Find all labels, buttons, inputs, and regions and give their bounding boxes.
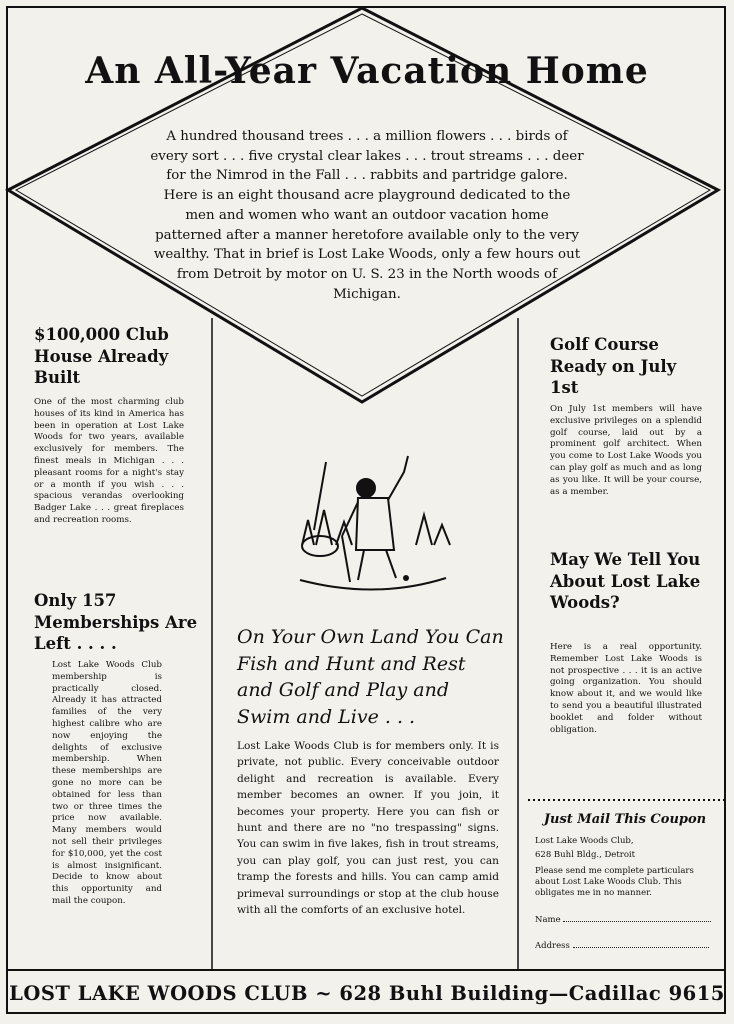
name-label: Name bbox=[535, 915, 561, 925]
coupon-request-text: Please send me complete particulars about Lost Lake Woods Club. This obligates me in no manner. bbox=[535, 866, 694, 898]
tell-body: Here is a real opportunity. Remember Lost Lake Woods is not prospective . . . it is an active going organization. You should know about it, and we would like to send you a beautiful illustrated booklet and folder without obligation. bbox=[550, 642, 702, 735]
address-fill-line[interactable] bbox=[573, 946, 709, 948]
headline: An All-Year Vacation Home bbox=[85, 50, 649, 92]
intro-paragraph: A hundred thousand trees . . . a million flowers . . . birds of every sort . . . five crystal clear lakes . . . trout streams . . . deer for the Nimrod in the Fall . . . rabbits and partridge galore. Here is an eight thousand acre playground dedicated to the men and women who want an outdoor vacation home patterned after a manner heretofore available only to the very wealthy. That in brief is Lost Lake Woods, only a few hours out from Detroit by motor on U. S. 23 in the North woods of Michigan. bbox=[150, 129, 584, 302]
coupon-heading: Just Mail This Coupon bbox=[543, 812, 707, 827]
tell-heading: May We Tell You About Lost Lake Woods? bbox=[550, 550, 701, 612]
club-house-body: One of the most charming club houses of its kind in America has been in operation at Lost Lake Woods for two years, available exclusively for members. The finest meals in Michigan . . . pleasant rooms for a night's stay or a month if you wish . . . spacious verandas overlooking Badger Lake . . . great fireplaces and recreation rooms. bbox=[34, 397, 184, 525]
golf-body: On July 1st members will have exclusive privileges on a splendid golf course, laid out by a prominent golf architect. When you come to Lost Lake Woods you can play golf as much and as long as you like. It will be your course, as a member. bbox=[550, 404, 702, 497]
golfer-illustration bbox=[296, 450, 456, 600]
name-fill-line[interactable] bbox=[563, 920, 711, 922]
coupon-address-line-1: Lost Lake Woods Club, bbox=[535, 836, 634, 846]
coupon-address-line-2: 628 Buhl Bldg., Detroit bbox=[535, 850, 636, 860]
club-house-heading: $100,000 Club House Already Built bbox=[34, 325, 169, 387]
golf-heading: Golf Course Ready on July 1st bbox=[550, 335, 677, 397]
footer-line: LOST LAKE WOODS CLUB ~ 628 Buhl Building—Cadillac 9615 bbox=[9, 982, 725, 1005]
memberships-heading: Only 157 Memberships Are Left . . . . bbox=[34, 591, 198, 653]
address-label: Address bbox=[535, 941, 570, 951]
coupon-address-field[interactable] bbox=[535, 941, 719, 953]
center-body: Lost Lake Woods Club is for members only. It is private, not public. Every conceivable outdoor delight and recreation is available. Every member becomes an owner. If you join, it becomes your property. Here you can fish or hunt and there are no "no trespassing" signs. You can swim in five lakes, fish in trout streams, you can play golf, you can just rest, you can tramp the forests and hills. You can camp amid primeval surroundings or stop at the club house with all the comforts of an exclusive hotel. bbox=[237, 740, 499, 917]
center-heading: On Your Own Land You Can Fish and Hunt and Rest and Golf and Play and Swim and Live . . . bbox=[237, 626, 504, 728]
coupon-name-field[interactable] bbox=[535, 915, 719, 927]
memberships-body: Lost Lake Woods Club membership is practically closed. Already it has attracted families of the very highest calibre who are now enjoying the delights of exclusive membership. When these memberships are gone no more can be obtained for less than two or three times the price now available. Many members would not sell their privileges for $10,000, yet the cost is almost insignificant. Decide to know about this opportunity and mail the coupon. bbox=[52, 660, 162, 906]
